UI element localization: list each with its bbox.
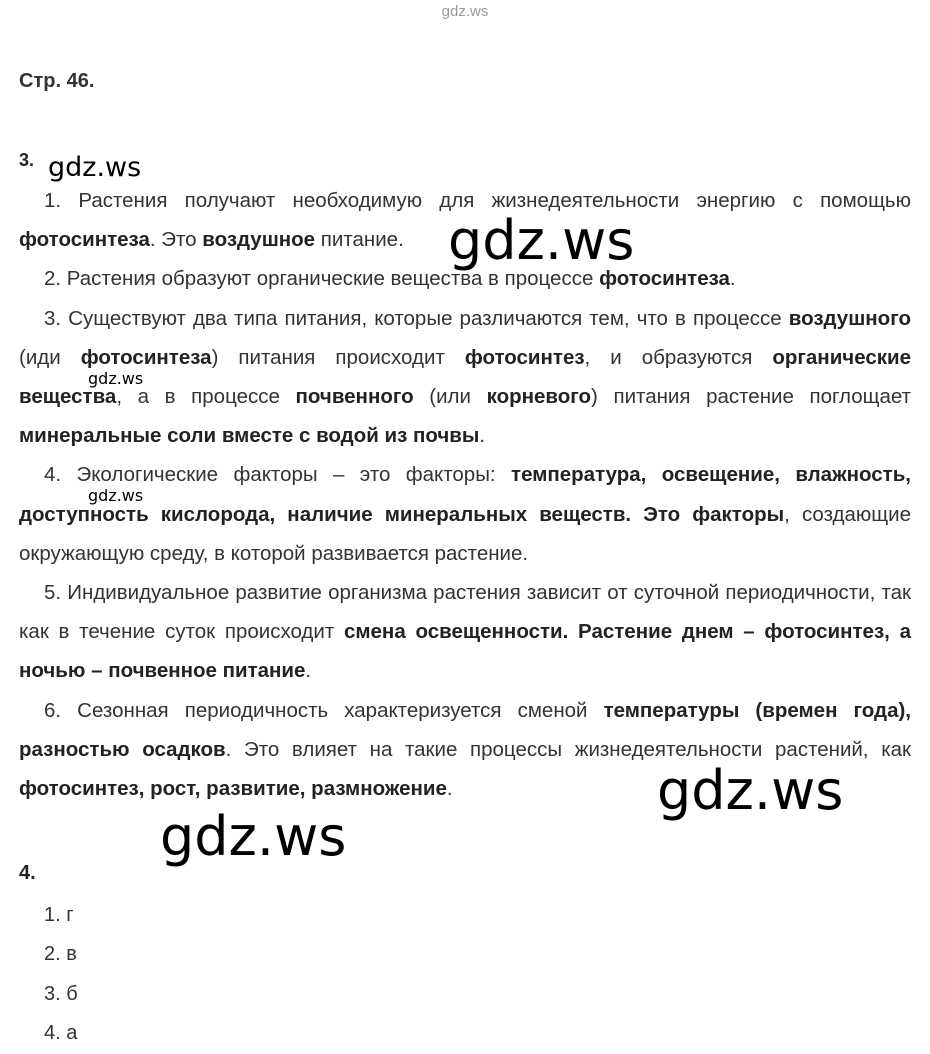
watermark-top: gdz.ws [441,3,489,20]
text-run: . [479,424,486,448]
watermark: gdz.ws [88,486,144,505]
text-run: ) питания растение поглощает [591,385,911,409]
text-run: . [305,659,312,683]
text-run: . Это [149,228,203,252]
watermark: gdz.ws [448,209,635,272]
text-run: . [729,267,736,291]
bold-term: воздушное [202,228,316,252]
section-4-number: 4. [19,862,36,884]
text-run: 1. Растения получают необходимую для жизнедеятельности энергию с помощью [44,189,911,212]
text-run: 4. Экологические факторы – это факторы: [44,463,512,487]
watermark: gdz.ws [160,805,347,868]
text-run: , и образуются [584,345,773,369]
text-run: . Это влияет на такие процессы жизнедеятельности растений, как [225,737,911,761]
bold-term: минеральные соли вместе с водой из почвы [19,424,480,448]
section-3-body [19,181,911,808]
watermark: gdz.ws [657,759,844,822]
text-run: питание. [315,228,404,252]
bold-term: смена освещенности. Растение днем – фотосинтез, а ночью – почвенное питание [19,620,911,683]
bold-term: фотосинтез, рост, развитие, размножение [19,777,447,801]
bold-term: температура, освещение, влажность, доступность кислорода, наличие минеральных веществ. Это факторы [19,463,911,526]
answer-item: 3. б [44,982,78,1005]
answer-paragraph [19,455,911,573]
bold-term: корневого [486,385,592,409]
watermark: gdz.ws [88,369,144,388]
text-run: (или [413,385,487,409]
bold-term: фотосинтеза [80,345,212,369]
text-run: . [446,777,453,801]
answer-item: 1. г [44,904,74,926]
bold-term: почвенного [295,385,414,409]
answer-item: 4. а [44,1021,78,1044]
section-3-number: 3. [19,150,35,170]
bold-term: фотосинтез [464,345,585,369]
page-reference: Стр. 46. [19,70,95,92]
text-run: , создающие окружающую среду, в которой развивается растение. [19,502,911,565]
section-4-answers [44,896,78,1053]
bold-term: температуры (времен года), разностью осадков [19,698,911,761]
text-run: 5. Индивидуальное развитие организма растения зависит от суточной периодичности, так как в течение суток происходит [19,581,911,644]
text-run: ) питания происходит [211,345,465,369]
answer-item: 2. в [44,943,77,966]
bold-term: фотосинтеза [599,267,730,291]
text-run: , а в процессе [116,385,296,409]
bold-term: органические вещества [19,345,911,409]
text-run: 3. Существуют два типа питания, которые различаются тем, что в процессе [44,306,789,330]
watermark: gdz.ws [48,152,142,183]
text-run: (иди [19,345,81,369]
text-run: 6. Сезонная периодичность характеризуется сменой [44,698,604,722]
text-run: 2. Растения образуют органические вещества в процессе [44,267,600,291]
answer-paragraph [19,573,911,691]
answer-paragraph [19,299,911,456]
bold-term: фотосинтеза [19,228,150,252]
bold-term: воздушного [788,306,911,330]
